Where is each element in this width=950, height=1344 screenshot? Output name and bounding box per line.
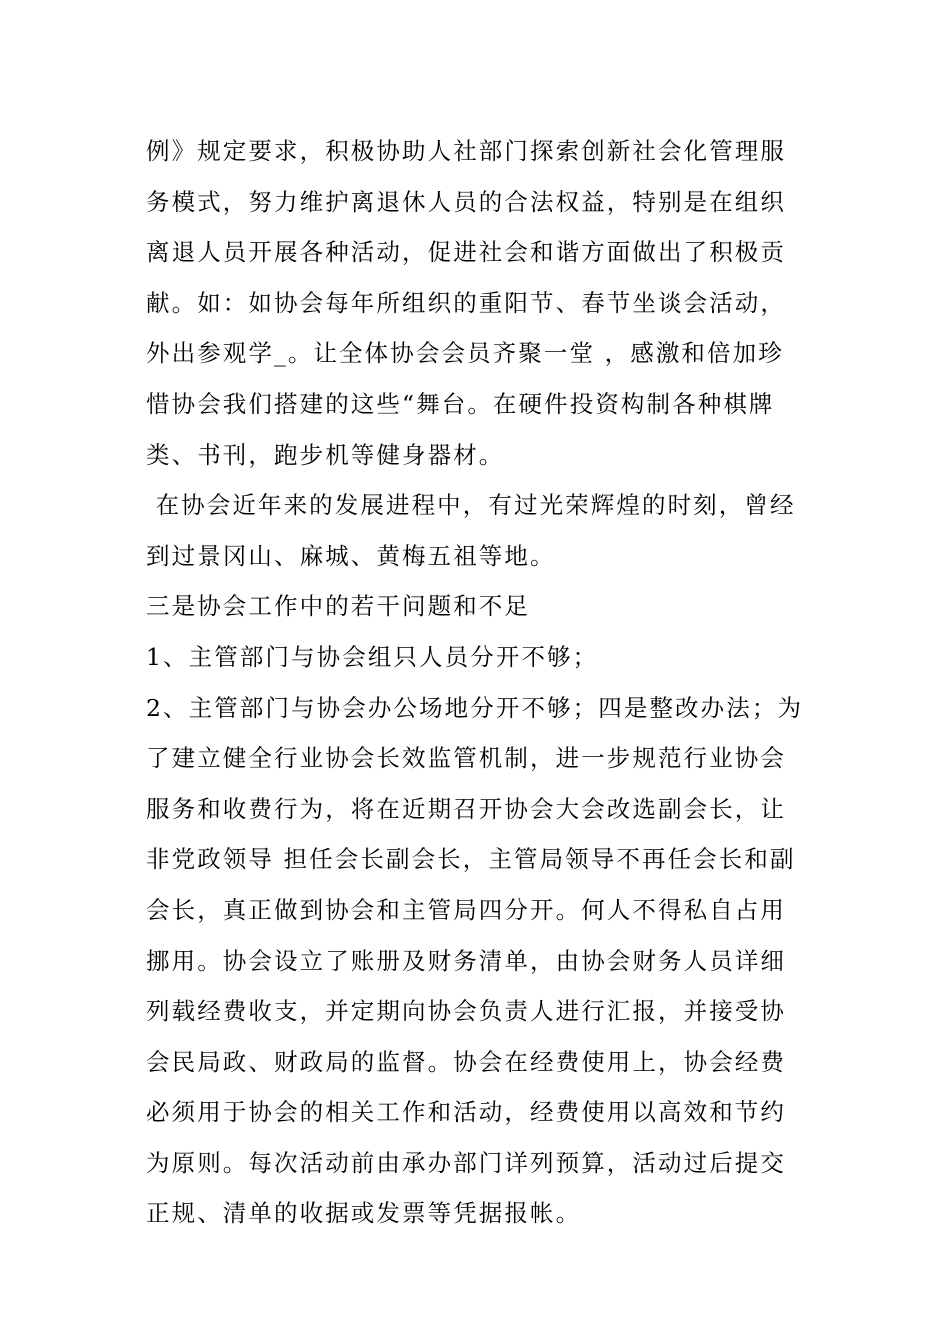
list-item: 1、主管部门与协会组只人员分开不够；: [146, 642, 599, 671]
text-line: 惜协会我们搭建的这些“舞台。在硬件投资构制各种棋牌: [146, 389, 775, 418]
text-line: 服务和收费行为，将在近期召开协会大会改选副会长，让: [146, 794, 786, 823]
text-line: 类、书刊，跑步机等健身器材。: [146, 440, 505, 469]
text-line: 离退人员开展各种活动，促进社会和谐方面做出了积极贡: [146, 238, 786, 267]
body-text: [146, 126, 816, 1239]
text-line: 外出参观学_。让全体协会会员齐聚一堂 ，感激和倍加珍: [146, 339, 784, 368]
text-line: 献。如：如协会每年所组织的重阳节、春节坐谈会活动，: [146, 288, 786, 317]
text-line: 必须用于协会的相关工作和活动，经费使用以高效和节约: [146, 1098, 786, 1127]
text-line: 到过景冈山、麻城、黄梅五祖等地。: [146, 541, 556, 570]
text-line: 会长，真正做到协会和主管局四分开。何人不得私自占用: [146, 895, 786, 924]
list-item: 2、主管部门与协会办公场地分开不够；四是整改办法；为: [146, 693, 804, 722]
text-line: 为原则。每次活动前由承办部门详列预算，活动过后提交: [146, 1148, 786, 1177]
text-line: 例》规定要求，积极协助人社部门探索创新社会化管理服: [146, 137, 786, 165]
text-line: 正规、清单的收据或发票等凭据报帐。: [146, 1199, 582, 1228]
text-line: 了建立健全行业协会长效监管机制，进一步规范行业协会: [146, 744, 786, 773]
text-line: 非党政领导 担任会长副会长，主管局领导不再任会长和副: [146, 845, 796, 874]
text-line: 务模式，努力维护离退休人员的合法权益，特别是在组织: [146, 187, 786, 216]
text-line: 会民局政、财政局的监督。协会在经费使用上，协会经费: [146, 1047, 786, 1076]
section-heading: 三是协会工作中的若干问题和不足: [146, 592, 530, 621]
text-line: 在协会近年来的发展进程中，有过光荣辉煌的时刻，曾经: [146, 491, 796, 520]
text-line: 列载经费收支，并定期向协会负责人进行汇报，并接受协: [146, 997, 786, 1026]
text-line: 挪用。协会设立了账册及财务清单，由协会财务人员详细: [146, 946, 786, 975]
